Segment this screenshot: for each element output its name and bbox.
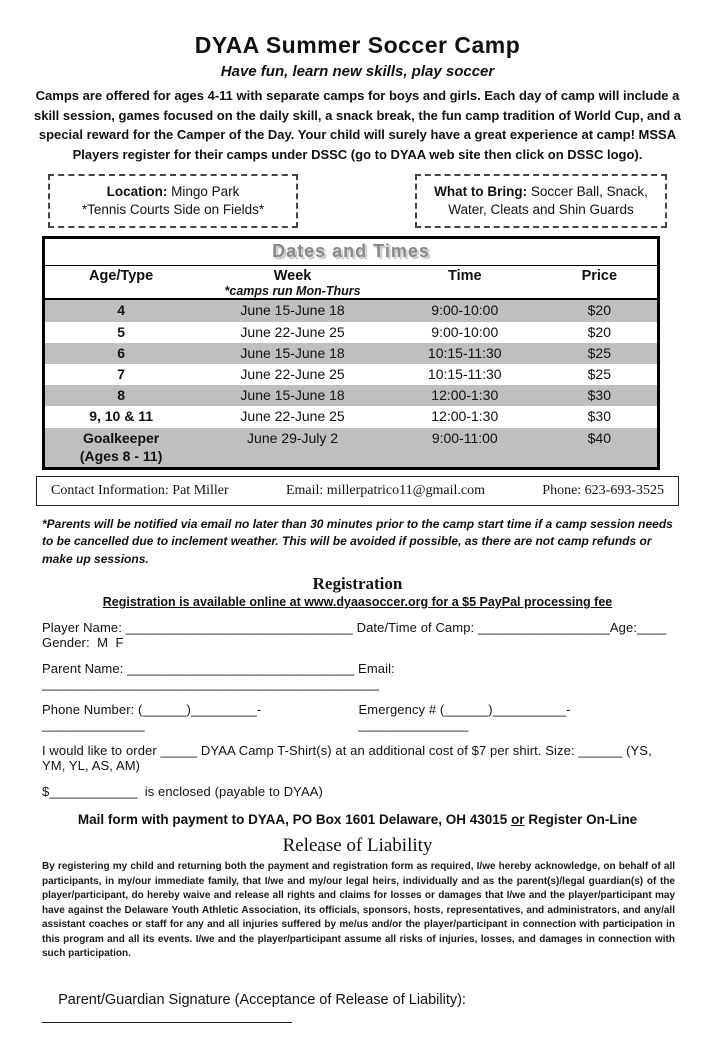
intro-text: Camps are offered for ages 4-11 with separate camps for boys and girls. Each day of camp will include a skill session, games focused on the daily skill, a snack break, the fun camp tradition of World Cup, and a special reward for the Camper of the Day. Your child will surely have a great experience at camp! MSSA Players register for their camps under DSSC (go to DYAA web site then click on DSSC logo). [33, 88, 682, 162]
registration-heading: Registration [312, 574, 403, 594]
col-header-age: Age/Type [44, 266, 198, 300]
contact-name: Contact Information: Pat Miller [51, 482, 229, 498]
liability-heading: Release of Liability [282, 835, 433, 857]
table-row: 4 June 15-June 18 9:00-10:00 $20 [44, 299, 659, 321]
table-row: 5 June 22-June 25 9:00-10:00 $20 [117, 323, 611, 340]
col-header-time: Time [388, 266, 542, 300]
page-subtitle: Have fun, learn new skills, play soccer [220, 63, 495, 80]
info-box-row [48, 174, 667, 228]
table-row: 6 June 15-June 18 10:15-11:30 $25 [44, 343, 659, 364]
contact-email: Email: millerpatrico11@gmail.com [285, 482, 485, 498]
goalkeeper-label: Goalkeeper [82, 429, 160, 446]
table-header-row [44, 266, 659, 300]
contact-phone: Phone: 623-693-3525 [542, 482, 664, 498]
signature-line [42, 976, 675, 1040]
table-row: 9, 10 & 11 June 22-June 25 12:00-1:30 $30 [89, 408, 611, 425]
contact-bar [36, 476, 679, 506]
col-header-price: Price [542, 266, 659, 300]
form-line-player: Player Name: _______________________________ Date/Time of Camp: __________________Age:____ Gender: M F [42, 620, 674, 651]
mail-instruction: Mail form with payment to DYAA, PO Box 1601 Delaware, OH 43015 or Register On-Line [77, 812, 638, 828]
liability-body: By registering my child and returning both the payment and registration form as required, I/we hereby acknowledge, on behalf of all participants, in my/our immediate family, that I/we and my/our legal heirs, individually and as the parent(s)/legal guardian(s) of the player/participant, do hereby waive and release all rights and claims for losses or damages that I/we and the player/participant may have against the Delaware Youth Athletic Association, its officials, sponsors, hosts, representatives, and administrators, and any/all assistant coaches or staff for any and all injuries suffered by me/us and/or the player/participant in connection with participation in this program and all its events. I/we and the player/participant assume all risks of injuries, losses, and damages in connection with such participation. [42, 861, 675, 960]
signature-blank: _______________________________ [42, 1007, 292, 1024]
week-note: *camps run Mon-Thurs [224, 284, 361, 299]
page-title: DYAA Summer Soccer Camp [194, 32, 521, 58]
form-line-parent: Parent Name: _______________________________ Email: ______________________________________________ [42, 661, 399, 692]
schedule-table [42, 236, 660, 470]
table-row: 7 June 22-June 25 10:15-11:30 $25 [117, 366, 611, 382]
or-underlined: or [511, 812, 525, 828]
form-line-tshirt: I would like to order _____ DYAA Camp T-Shirt(s) at an additional cost of $7 per shirt. Size: ______ (YS, YM, YL, AS, AM) [42, 743, 656, 774]
location-value: Mingo Park [167, 184, 240, 199]
location-note: *Tennis Courts Side on Fields* [81, 202, 265, 218]
signature-label: Parent/Guardian Signature (Acceptance of Release of Liability): [58, 991, 470, 1008]
goalkeeper-ages: (Ages 8 - 11) [79, 447, 163, 464]
what-to-bring-box [415, 174, 667, 228]
col-header-week: Week *camps run Mon-Thurs [197, 266, 388, 300]
table-row: 8 June 15-June 18 12:00-1:30 $30 [44, 385, 659, 406]
form-line-phone [42, 702, 675, 732]
location-label: Location: [106, 184, 168, 199]
weather-note: *Parents will be notified via email no later than 30 minutes prior to the camp start time if a camp session needs to be cancelled due to inclement weather. This will be avoided if possible, as there are not camp refunds or make up sessions. [42, 516, 673, 566]
location-box [48, 174, 298, 228]
phone-field: Phone Number: (______)_________-______________ [42, 702, 262, 733]
table-title: Dates and Times [44, 238, 659, 266]
table-row: Goalkeeper (Ages 8 - 11) June 29-July 2 9:00-11:00 $40 [44, 428, 659, 469]
online-registration-note: Registration is available online at www.dyaasoccer.org for a $5 PayPal processing fee [102, 595, 613, 610]
bring-value: Soccer Ball, Snack, Water, Cleats and Shin Guards [448, 184, 648, 218]
bring-label: What to Bring: [434, 184, 528, 199]
form-line-enclosed: $____________ is enclosed (payable to DYAA) [42, 784, 323, 800]
emergency-field: Emergency # (______)__________-_______________ [358, 702, 571, 733]
